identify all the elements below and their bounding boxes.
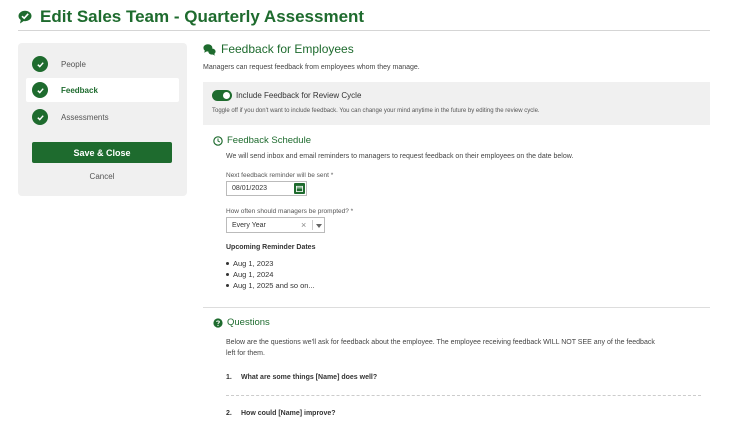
step-people[interactable] [26, 52, 179, 76]
question-item[interactable] [226, 410, 336, 417]
check-icon [32, 56, 48, 72]
next-reminder-label: Next feedback reminder will be sent * [226, 172, 334, 179]
step-label: Assessments [61, 112, 109, 122]
question-circle-icon [213, 318, 223, 328]
questions-title: Questions [227, 317, 270, 328]
include-feedback-toggle[interactable] [212, 90, 232, 101]
list-item [226, 281, 315, 290]
upcoming-dates-label: Upcoming Reminder Dates [226, 244, 316, 251]
cancel-link[interactable]: Cancel [89, 172, 115, 181]
calendar-icon[interactable] [294, 183, 305, 194]
schedule-header [213, 135, 311, 146]
chat-bubbles-icon [203, 43, 216, 56]
toggle-knob [223, 92, 230, 99]
clear-icon[interactable]: × [301, 220, 307, 230]
toggle-label: Include Feedback for Review Cycle [236, 91, 362, 100]
frequency-select[interactable] [226, 217, 325, 233]
check-icon [32, 82, 48, 98]
section-title: Feedback for Employees [221, 42, 354, 56]
chat-bubbles-icon [18, 9, 34, 25]
questions-header [213, 317, 270, 328]
save-close-button[interactable]: Save & Close [32, 142, 172, 163]
reminder-date: Aug 1, 2024 [233, 270, 274, 279]
question-text: How could [Name] improve? [241, 410, 336, 417]
question-number: 2. [226, 410, 232, 417]
section-divider [203, 307, 710, 308]
list-item [226, 259, 273, 268]
schedule-title: Feedback Schedule [227, 135, 311, 146]
wizard-sidebar [18, 43, 187, 196]
chevron-down-icon[interactable] [316, 224, 322, 228]
bullet-icon [226, 273, 229, 276]
question-divider [226, 395, 701, 396]
section-header [203, 42, 354, 56]
page-header [18, 4, 710, 30]
list-item [226, 270, 273, 279]
questions-description-line2: left for them. [226, 350, 265, 357]
frequency-value: Every Year [232, 222, 266, 229]
page-title: Edit Sales Team - Quarterly Assessment [40, 7, 365, 26]
step-feedback[interactable] [26, 78, 179, 102]
question-item[interactable] [226, 374, 377, 381]
clock-icon [213, 136, 223, 146]
step-assessments[interactable] [26, 105, 179, 129]
bullet-icon [226, 262, 229, 265]
question-text: What are some things [Name] does well? [241, 374, 378, 381]
check-icon [32, 109, 48, 125]
reminder-date: Aug 1, 2025 and so on... [233, 281, 315, 290]
select-divider [312, 220, 313, 230]
frequency-label: How often should managers be prompted? * [226, 208, 354, 215]
section-description: Managers can request feedback from employees whom they manage. [203, 64, 420, 71]
step-label: People [61, 59, 86, 69]
bullet-icon [226, 284, 229, 287]
feedback-toggle-panel [203, 82, 710, 125]
toggle-help-text: Toggle off if you don't want to include feedback. You can change your mind anytime in the future by editing the review cycle. [212, 108, 540, 114]
question-number: 1. [226, 374, 232, 381]
schedule-description: We will send inbox and email reminders to managers to request feedback on their employees on the date below. [226, 153, 574, 160]
questions-description-line1: Below are the questions we'll ask for feedback about the employee. The employee receiving feedback WILL NOT SEE any of the feedback [226, 339, 655, 346]
reminder-date: Aug 1, 2023 [233, 259, 274, 268]
header-divider [18, 30, 710, 31]
step-label: Feedback [61, 85, 98, 95]
